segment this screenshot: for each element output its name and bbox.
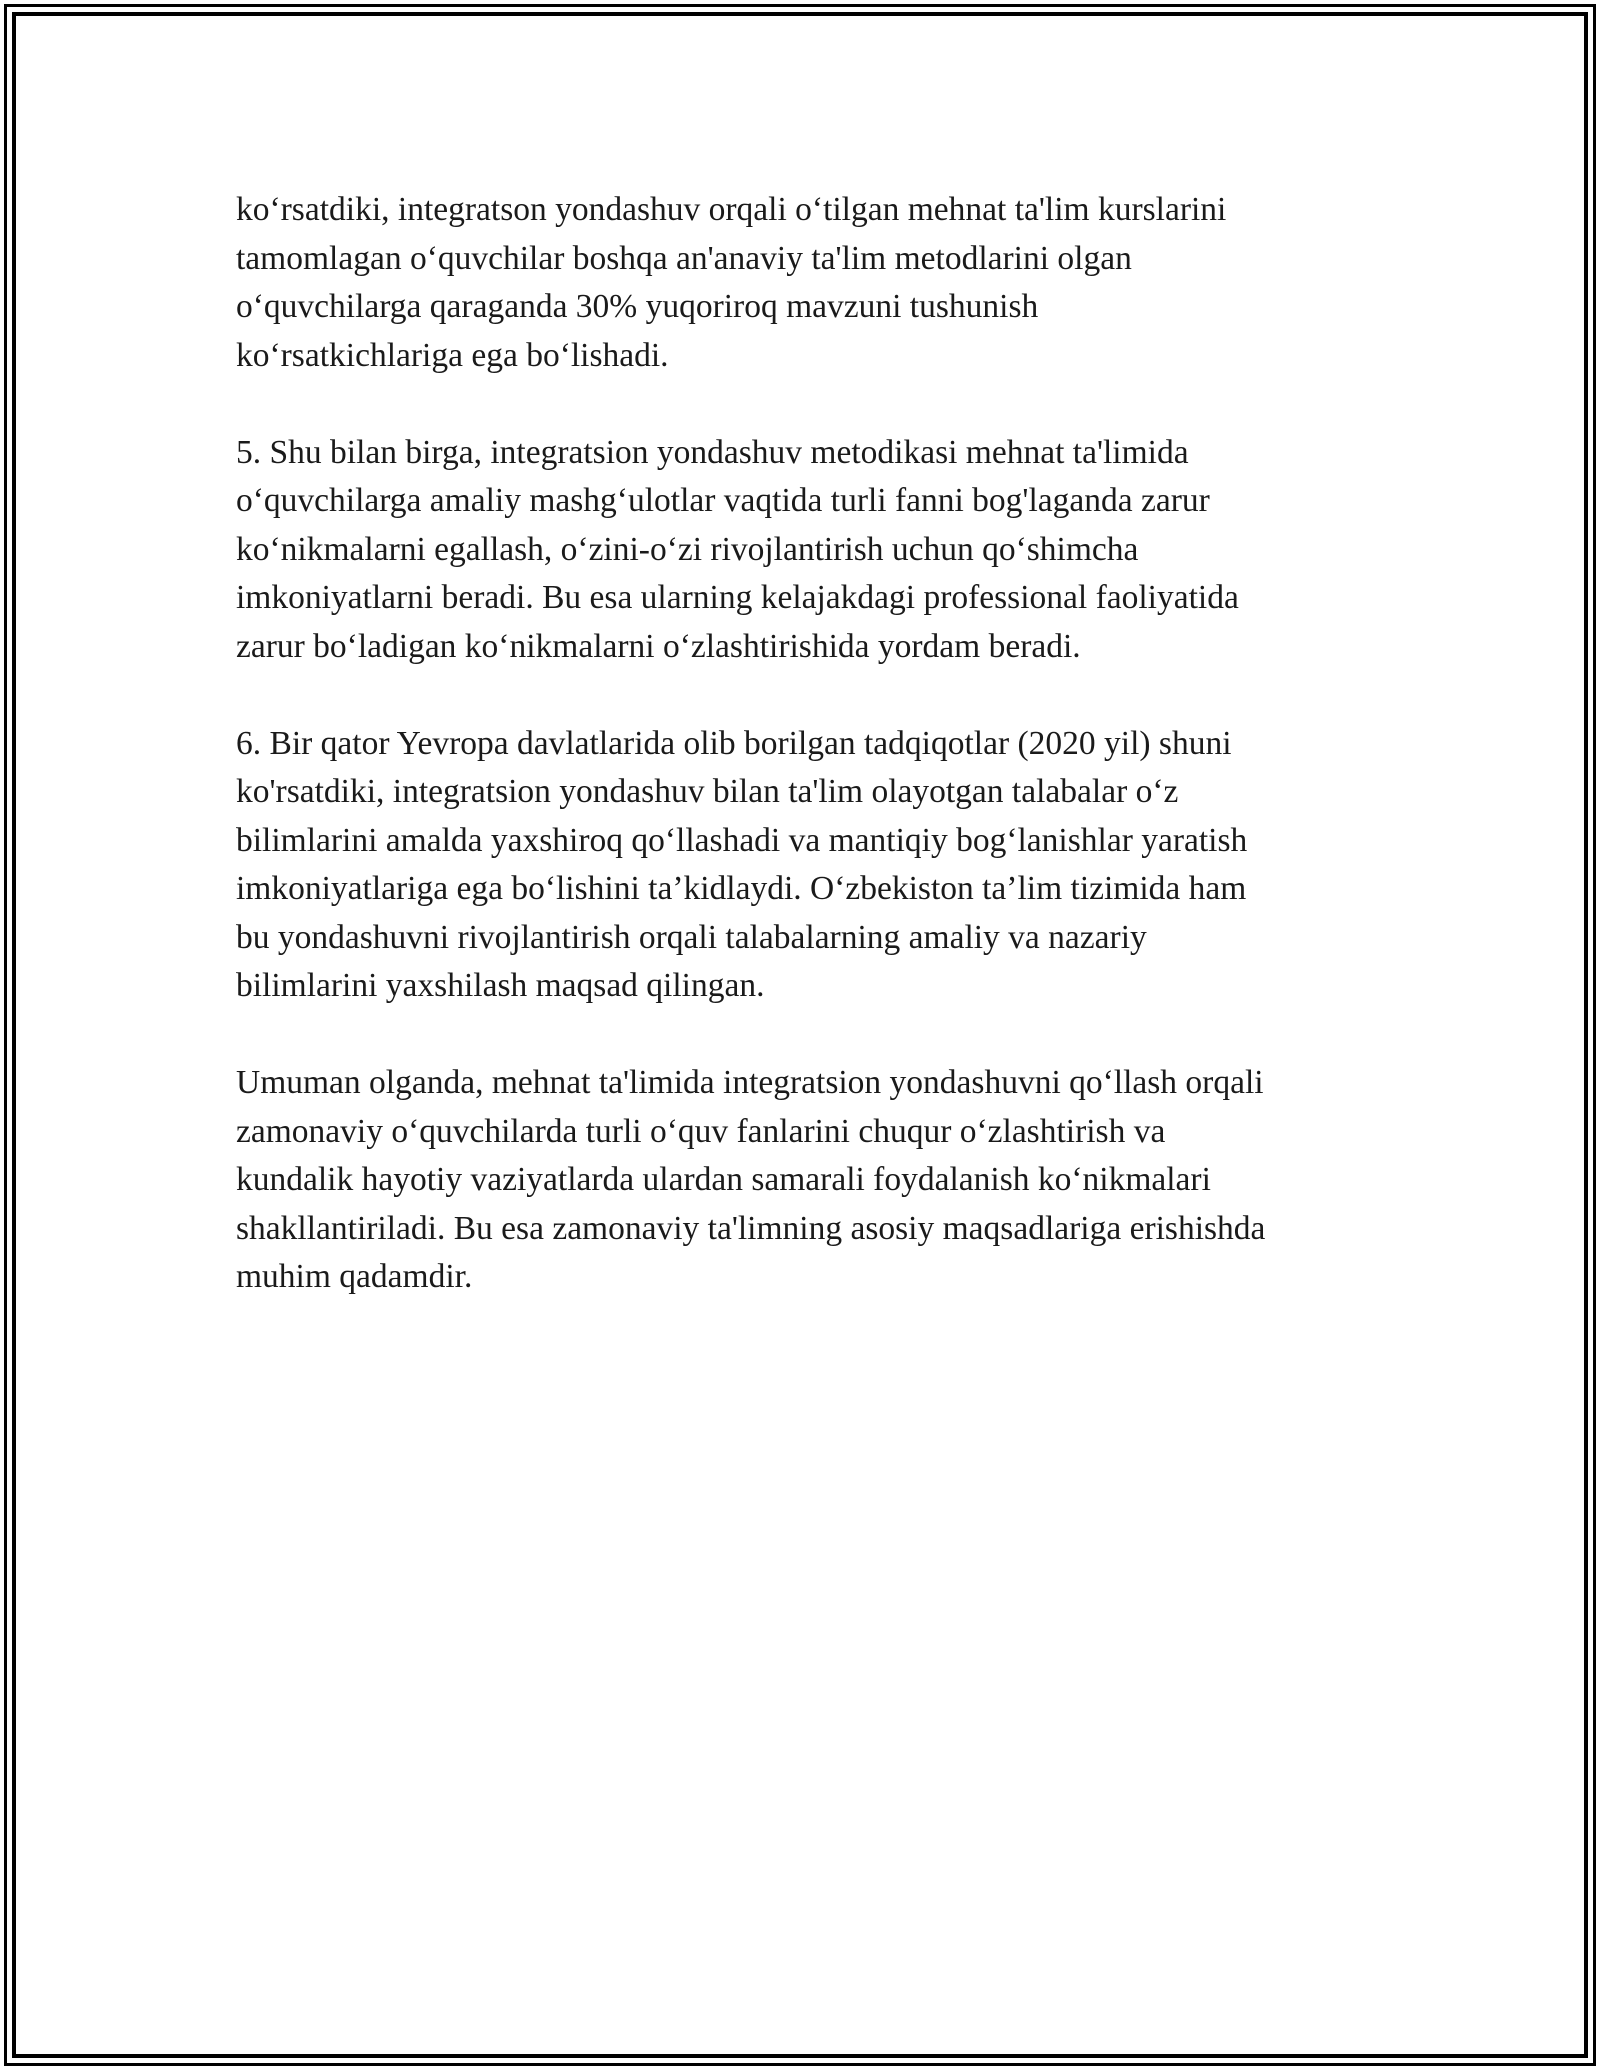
text-line: bu yondashuvni rivojlantirish orqali talabalarning amaliy va nazariy [236,918,1147,956]
text-line: ko‘rsatkichlariga ega bo‘lishadi. [236,336,669,374]
paragraph-item-5 [236,429,1386,672]
paragraph-item-6 [236,720,1386,1011]
text-line: zarur bo‘ladigan ko‘nikmalarni o‘zlashtirishida yordam beradi. [236,627,1081,665]
text-line: imkoniyatlariga ega bo‘lishini ta’kidlaydi. O‘zbekiston ta’lim tizimida ham [236,870,1247,907]
text-line: bilimlarini amalda yaxshiroq qo‘llashadi va mantiqiy bog‘lanishlar yaratish [236,821,1248,859]
text-line: ko‘nikmalarni egallash, o‘zini-o‘zi rivojlantirish uchun qo‘shimcha [236,530,1139,568]
text-line: o‘quvchilarga amaliy mashg‘ulotlar vaqtida turli fanni bog'laganda zarur [236,482,1210,519]
document-body [236,186,1386,1350]
text-line: 5. Shu bilan birga, integratsion yondashuv metodikasi mehnat ta'limida [236,433,1189,471]
text-line: tamomlagan o‘quvchilar boshqa an'anaviy ta'lim metodlarini olgan [236,239,1132,277]
text-line: muhim qadamdir. [236,1258,473,1295]
text-line: zamonaviy o‘quvchilarda turli o‘quv fanlarini chuqur o‘zlashtirish va [236,1112,1166,1150]
text-line: ko‘rsatdiki, integratson yondashuv orqali o‘tilgan mehnat ta'lim kurslarini [236,191,1227,228]
text-line: imkoniyatlarni beradi. Bu esa ularning kelajakdagi professional faoliyatida [236,579,1239,616]
text-line: shakllantiriladi. Bu esa zamonaviy ta'limning asosiy maqsadlariga erishishda [236,1209,1266,1247]
text-line: 6. Bir qator Yevropa davlatlarida olib borilgan tadqiqotlar (2020 yil) shuni [236,724,1232,762]
text-line: ko'rsatdiki, integratsion yondashuv bilan ta'lim olayotgan talabalar o‘z [236,773,1179,810]
paragraph-continuation [236,186,1386,380]
text-line: o‘quvchilarga qaraganda 30% yuqoriroq mavzuni tushunish [236,288,1039,325]
text-line: bilimlarini yaxshilash maqsad qilingan. [236,967,765,1004]
text-line: Umuman olganda, mehnat ta'limida integratsion yondashuvni qo‘llash orqali [236,1064,1264,1101]
paragraph-conclusion [236,1059,1386,1302]
text-line: kundalik hayotiy vaziyatlarda ulardan samarali foydalanish ko‘nikmalari [236,1161,1211,1198]
